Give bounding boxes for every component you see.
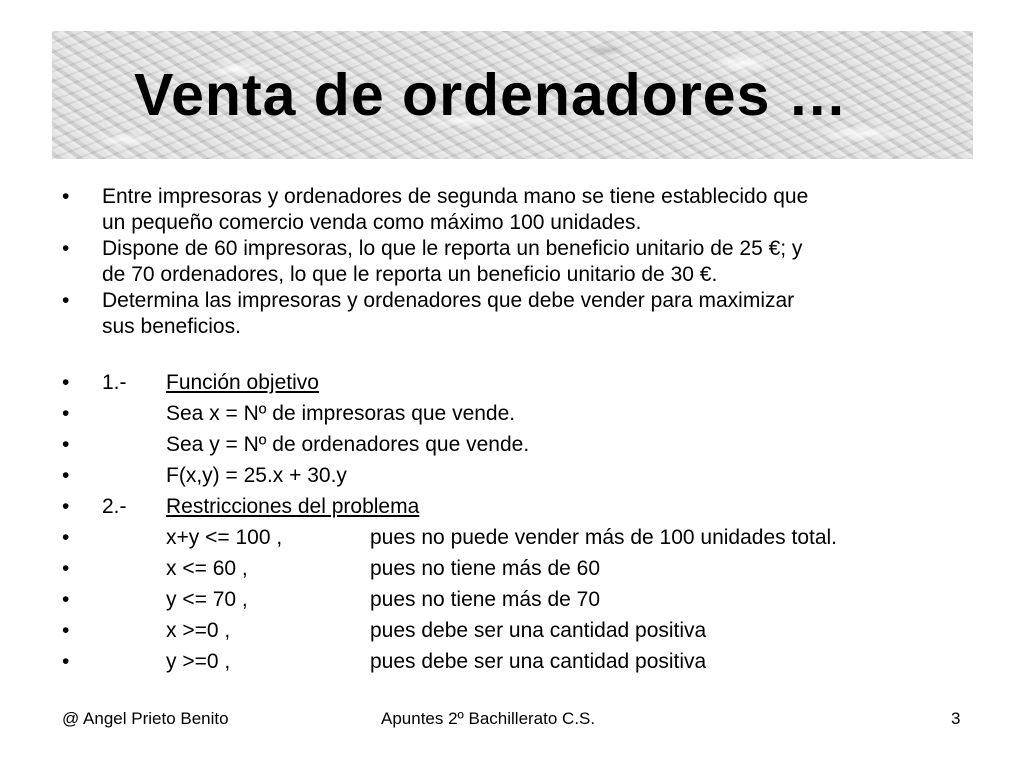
objective-function: • F(x,y) = 25.x + 30.y	[62, 460, 962, 491]
constraint-reason: pues no tiene más de 70	[370, 588, 600, 611]
bullet-icon: •	[62, 433, 70, 456]
footer-course: Apuntes 2º Bachillerato C.S.	[381, 709, 596, 728]
constraint-expr: x >=0 ,	[166, 619, 231, 642]
footer-author: @ Angel Prieto Benito	[62, 709, 229, 728]
constraint-line	[62, 522, 962, 553]
intro-bullet: • Entre impresoras y ordenadores de segunda mano se tiene establecido que un pequeño comercio venda como máximo 100 unidades.	[62, 185, 809, 234]
constraint-expr: y >=0 ,	[166, 650, 231, 673]
objective-line: • Sea x = Nº de impresoras que vende.	[62, 398, 962, 429]
constraint-expr: x <= 60 ,	[166, 557, 248, 580]
constraint-line	[62, 553, 962, 584]
bullet-icon: •	[62, 464, 70, 487]
bullet-icon: •	[62, 526, 70, 549]
section-1-heading	[62, 367, 962, 398]
bullet-icon: •	[62, 557, 70, 580]
bullet-icon: •	[62, 402, 70, 425]
footer-page-number: 3	[951, 709, 961, 728]
constraint-line	[62, 646, 962, 677]
bullet-icon: •	[62, 289, 70, 312]
section-number: 2.-	[102, 495, 127, 518]
intro-bullet: • Determina las impresoras y ordenadores que debe vender para maximizar sus beneficios.	[62, 289, 795, 338]
constraint-reason: pues debe ser una cantidad positiva	[370, 650, 707, 673]
constraint-reason: pues debe ser una cantidad positiva	[370, 619, 707, 642]
bullet-icon: •	[62, 495, 70, 518]
constraint-line	[62, 615, 962, 646]
constraint-reason: pues no tiene más de 60	[370, 557, 600, 580]
section-heading: Función objetivo	[166, 371, 319, 394]
section-2-heading	[62, 491, 962, 522]
slide-content	[62, 184, 962, 677]
section-heading: Restricciones del problema	[166, 495, 420, 518]
section-number: 1.-	[102, 371, 127, 394]
objective-line: • Sea y = Nº de ordenadores que vende.	[62, 429, 962, 460]
bullet-icon: •	[62, 237, 70, 260]
intro-bullet: • Dispone de 60 impresoras, lo que le reporta un beneficio unitario de 25 €; y de 70 ordenadores, lo que le reporta un beneficio unitario de 30 €.	[62, 237, 803, 286]
slide-title: Venta de ordenadores …	[134, 62, 848, 128]
bullet-icon: •	[62, 185, 70, 208]
constraint-line	[62, 584, 962, 615]
constraint-expr: x+y <= 100 ,	[166, 526, 283, 549]
constraint-reason: pues no puede vender más de 100 unidades total.	[370, 526, 838, 549]
bullet-icon: •	[62, 650, 70, 673]
constraint-expr: y <= 70 ,	[166, 588, 248, 611]
bullet-icon: •	[62, 588, 70, 611]
bullet-icon: •	[62, 619, 70, 642]
bullet-icon: •	[62, 371, 70, 394]
